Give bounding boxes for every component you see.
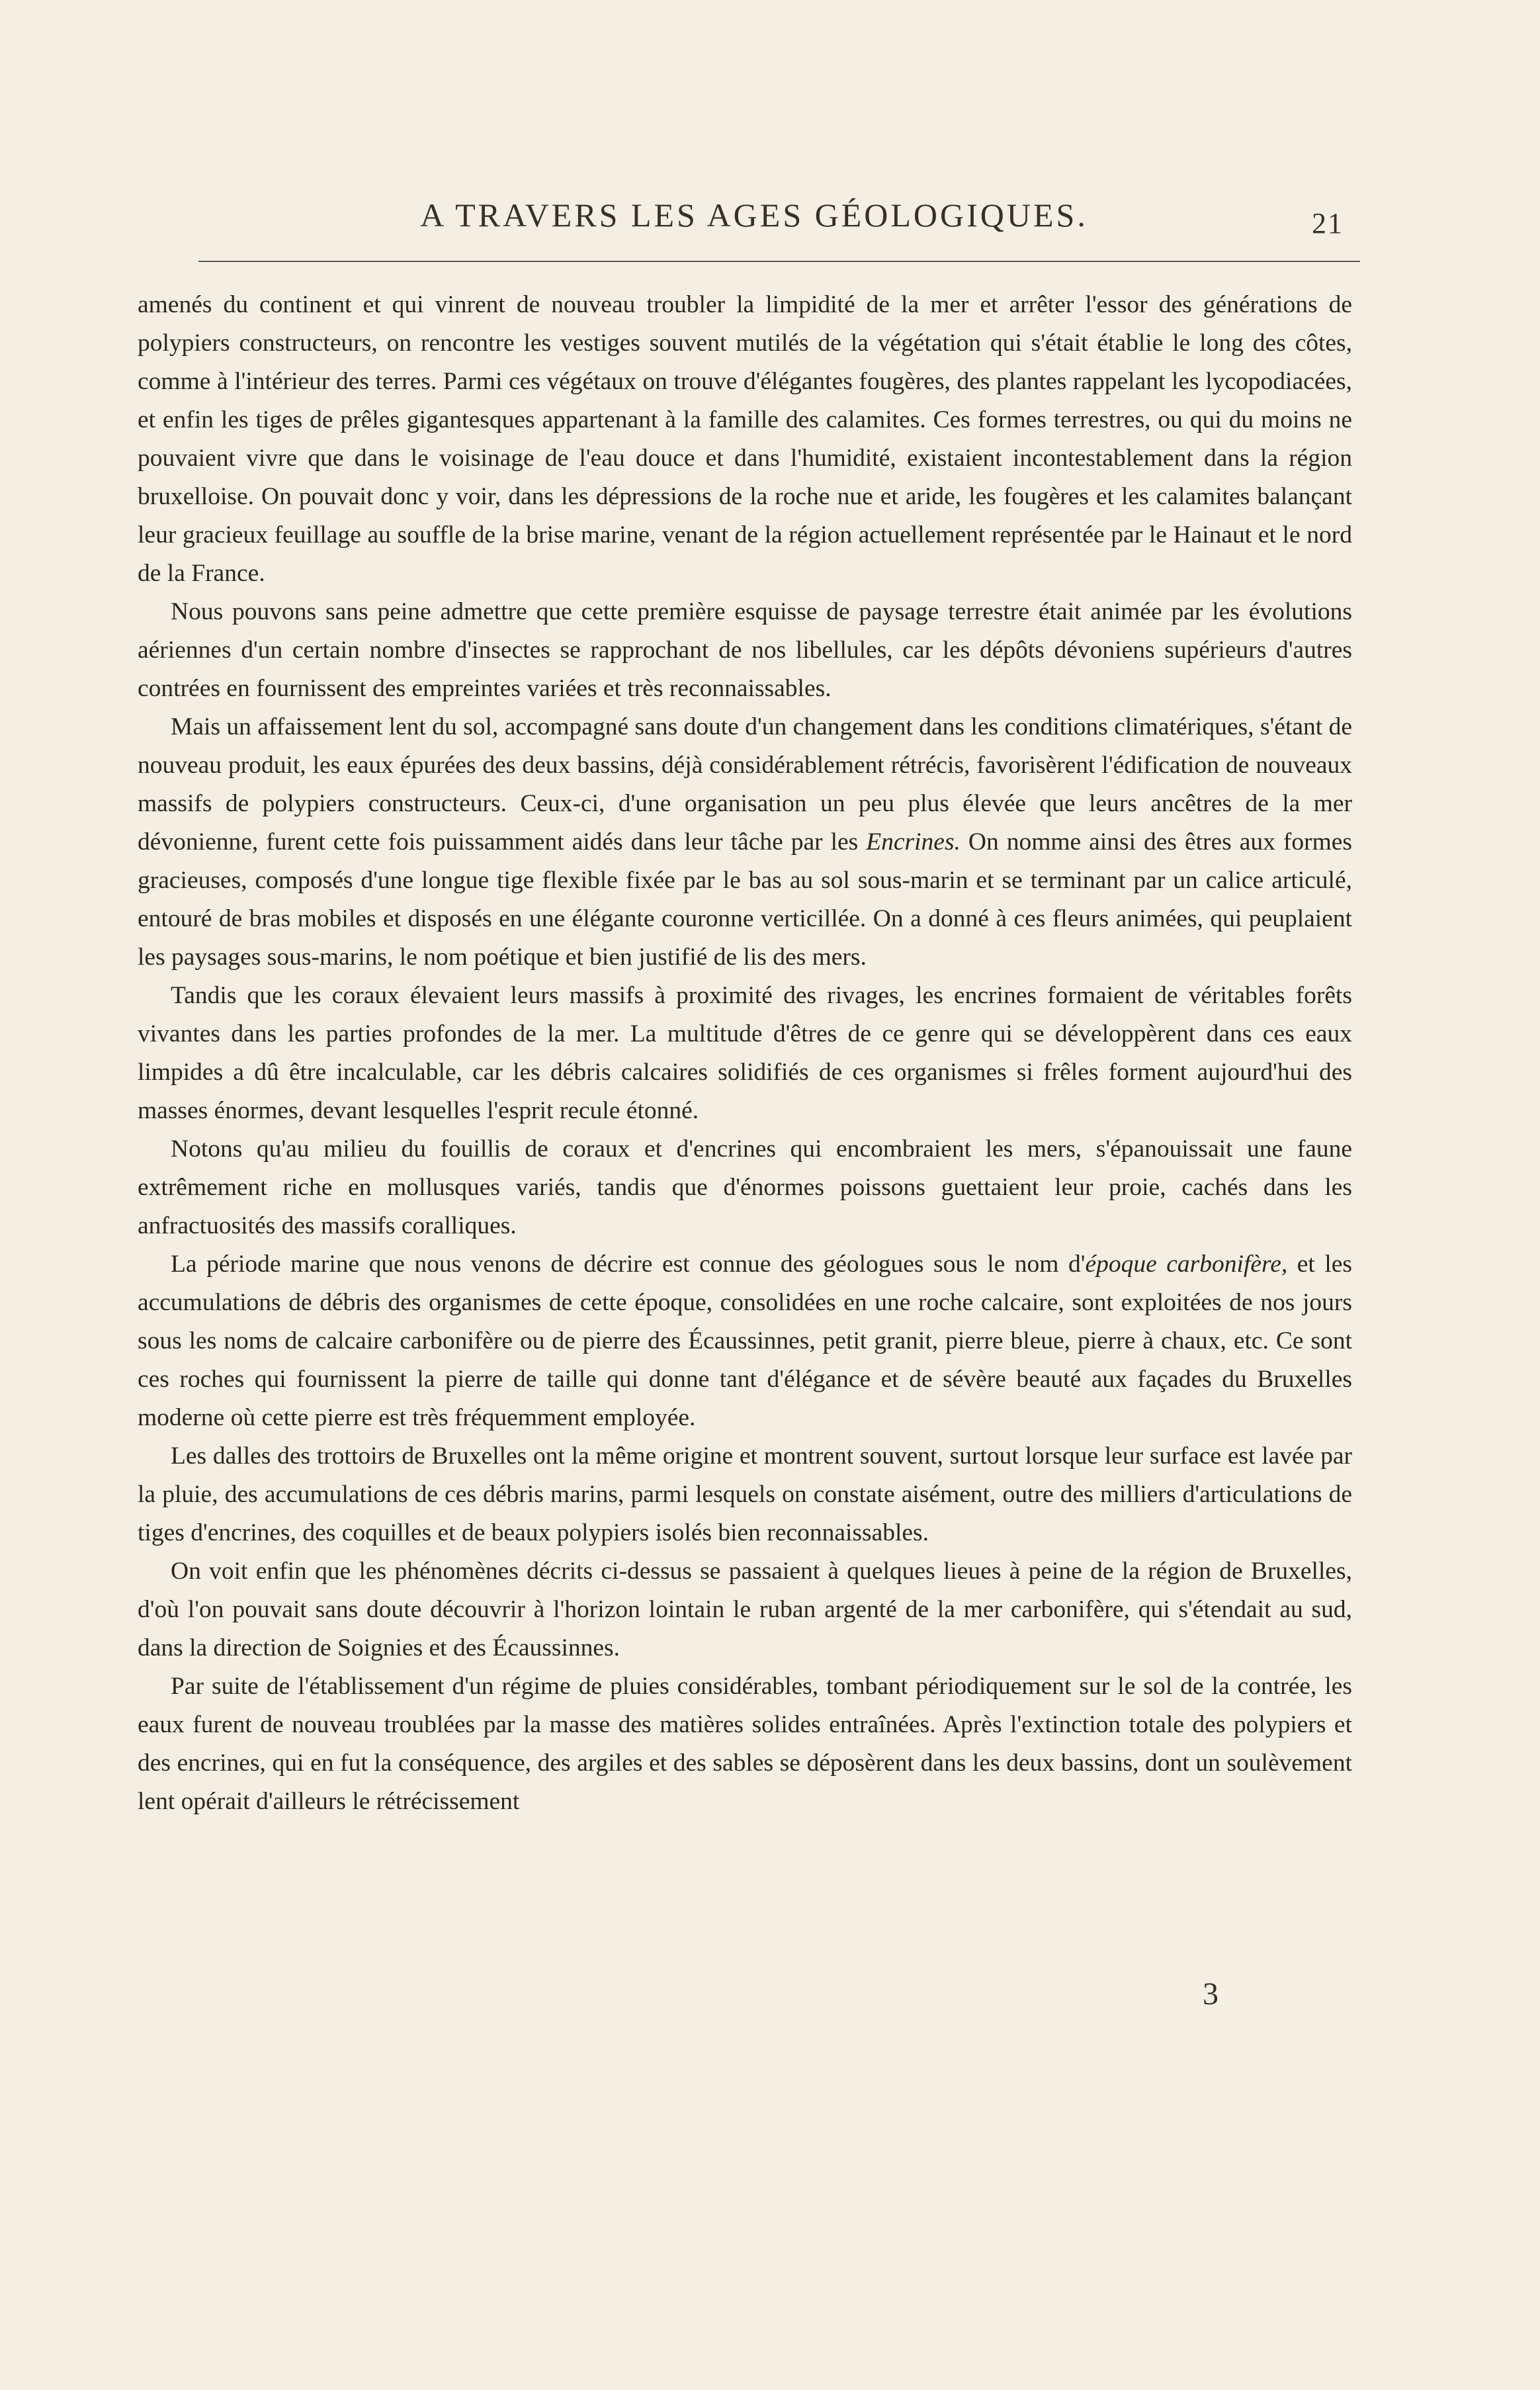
paragraph-6 [138, 1245, 1352, 1437]
paragraph-text: Nous pouvons sans peine admettre que cette première esquisse de paysage terrestre était animée par les évolutions aériennes d'un certain nombre d'insectes se rapprochant de nos libellules, car les dépôts dévoniens supérieurs d'autres contrées en fournissent des empreintes variées et très reconnaissables. [138, 598, 1352, 702]
paragraph-text: Les dalles des trottoirs de Bruxelles ont la même origine et montrent souvent, surtout lorsque leur surface est lavée par la pluie, des accumulations de ces débris marins, parmi lesquels on constate aisément, outre des milliers d'articulations de tiges d'encrines, des coquilles et de beaux polypiers isolés bien reconnaissables. [138, 1442, 1352, 1546]
header-rule [198, 261, 1360, 262]
page-header [198, 196, 1360, 255]
paragraph-text: Par suite de l'établissement d'un régime de pluies considérables, tombant périodiquement sur le sol de la contrée, les eaux furent de nouveau troublées par la masse des matières solides entraînées. Après l'extinction totale des polypiers et des encrines, qui en fut la conséquence, des argiles et des sables se déposèrent dans les deux bassins, dont un soulèvement lent opérait d'ailleurs le rétrécissement [138, 1673, 1352, 1815]
signature-mark: 3 [1203, 1976, 1219, 2012]
paragraph-text: et les accumulations de débris des organismes de cette époque, consolidées en une roche calcaire, sont exploitées de nos jours sous les noms de calcaire carbonifère ou de pierre des Écaussinnes, petit granit, pierre bleue, pierre à chaux, etc. Ce sont ces roches qui fournissent la pierre de taille qui donne tant d'élégance et de sévère beauté aux façades du Bruxelles moderne où cette pierre est très fréquemment employée. [138, 1251, 1352, 1431]
paragraph-text: Tandis que les coraux élevaient leurs massifs à proximité des rivages, les encrines formaient de véritables forêts vivantes dans les parties profondes de la mer. La multitude d'êtres de ce genre qui se développèrent dans ces eaux limpides a dû être incalculable, car les débris calcaires solidifiés de ces organismes si frêles forment aujourd'hui des masses énormes, devant lesquelles l'esprit recule étonné. [138, 982, 1352, 1124]
paragraph-7 [138, 1437, 1352, 1552]
paragraph-8 [138, 1552, 1352, 1667]
paragraph-4 [138, 977, 1352, 1130]
paragraph-text: Notons qu'au milieu du fouillis de coraux et d'encrines qui encombraient les mers, s'épanouissait une faune extrêmement riche en mollusques variés, tandis que d'énormes poissons guettaient leur proie, cachés dans les anfractuosités des massifs coralliques. [138, 1135, 1352, 1239]
italic-term-epoque-carbonifere: époque carbonifère, [1085, 1251, 1288, 1278]
paragraph-3 [138, 708, 1352, 977]
paragraph-text: On voit enfin que les phénomènes décrits ci-dessus se passaient à quelques lieues à peine de la région de Bruxelles, d'où l'on pouvait sans doute découvrir à l'horizon lointain le ruban argenté de la mer carbonifère, qui s'étendait au sud, dans la direction de Soignies et des Écaussinnes. [138, 1558, 1352, 1661]
paragraph-1 [138, 286, 1352, 593]
paragraph-text: On nomme ainsi des êtres aux formes gracieuses, composés d'une longue tige flexible fixée par le bas au sol sous-marin et se terminant par un calice articulé, entouré de bras mobiles et disposés en une élégante couronne verticillée. On a donné à ces fleurs animées, qui peuplaient les paysages sous-marins, le nom poétique et bien justifié de lis des mers. [138, 828, 1352, 971]
paragraph-text: Mais un affaissement lent du sol, accompagné sans doute d'un changement dans les conditions climatériques, s'étant de nouveau produit, les eaux épurées des deux bassins, déjà considérablement rétrécis, favorisèrent l'édification de nouveaux massifs de polypiers constructeurs. Ceux-ci, d'une organisation un peu plus élevée que leurs ancêtres de la mer dévonienne, furent cette fois puissamment aidés dans leur tâche par les [138, 713, 1352, 856]
paragraph-2 [138, 593, 1352, 708]
page-number: 21 [1312, 207, 1344, 240]
paragraph-9 [138, 1667, 1352, 1821]
italic-term-encrines: Encrines. [866, 828, 961, 856]
paragraph-text: amenés du continent et qui vinrent de nouveau troubler la limpidité de la mer et arrêter l'essor des générations de polypiers constructeurs, on rencontre les vestiges souvent mutilés de la végétation qui s'était établie le long des côtes, comme à l'intérieur des terres. Parmi ces végétaux on trouve d'élégantes fougères, des plantes rappelant les lycopodiacées, et enfin les tiges de prêles gigantesques appartenant à la famille des calamites. Ces formes terrestres, ou qui du moins ne pouvaient vivre que dans le voisinage de l'eau douce et dans l'humidité, existaient incontestablement dans la région bruxelloise. On pouvait donc y voir, dans les dépressions de la roche nue et aride, les fougères et les calamites balançant leur gracieux feuillage au souffle de la brise marine, venant de la région actuellement représentée par le Hainaut et le nord de la France. [138, 291, 1352, 587]
running-title: A TRAVERS LES AGES GÉOLOGIQUES. [420, 197, 1088, 234]
body-text [138, 286, 1352, 1821]
paragraph-5 [138, 1130, 1352, 1245]
paragraph-text: La période marine que nous venons de décrire est connue des géologues sous le nom d' [171, 1251, 1086, 1278]
